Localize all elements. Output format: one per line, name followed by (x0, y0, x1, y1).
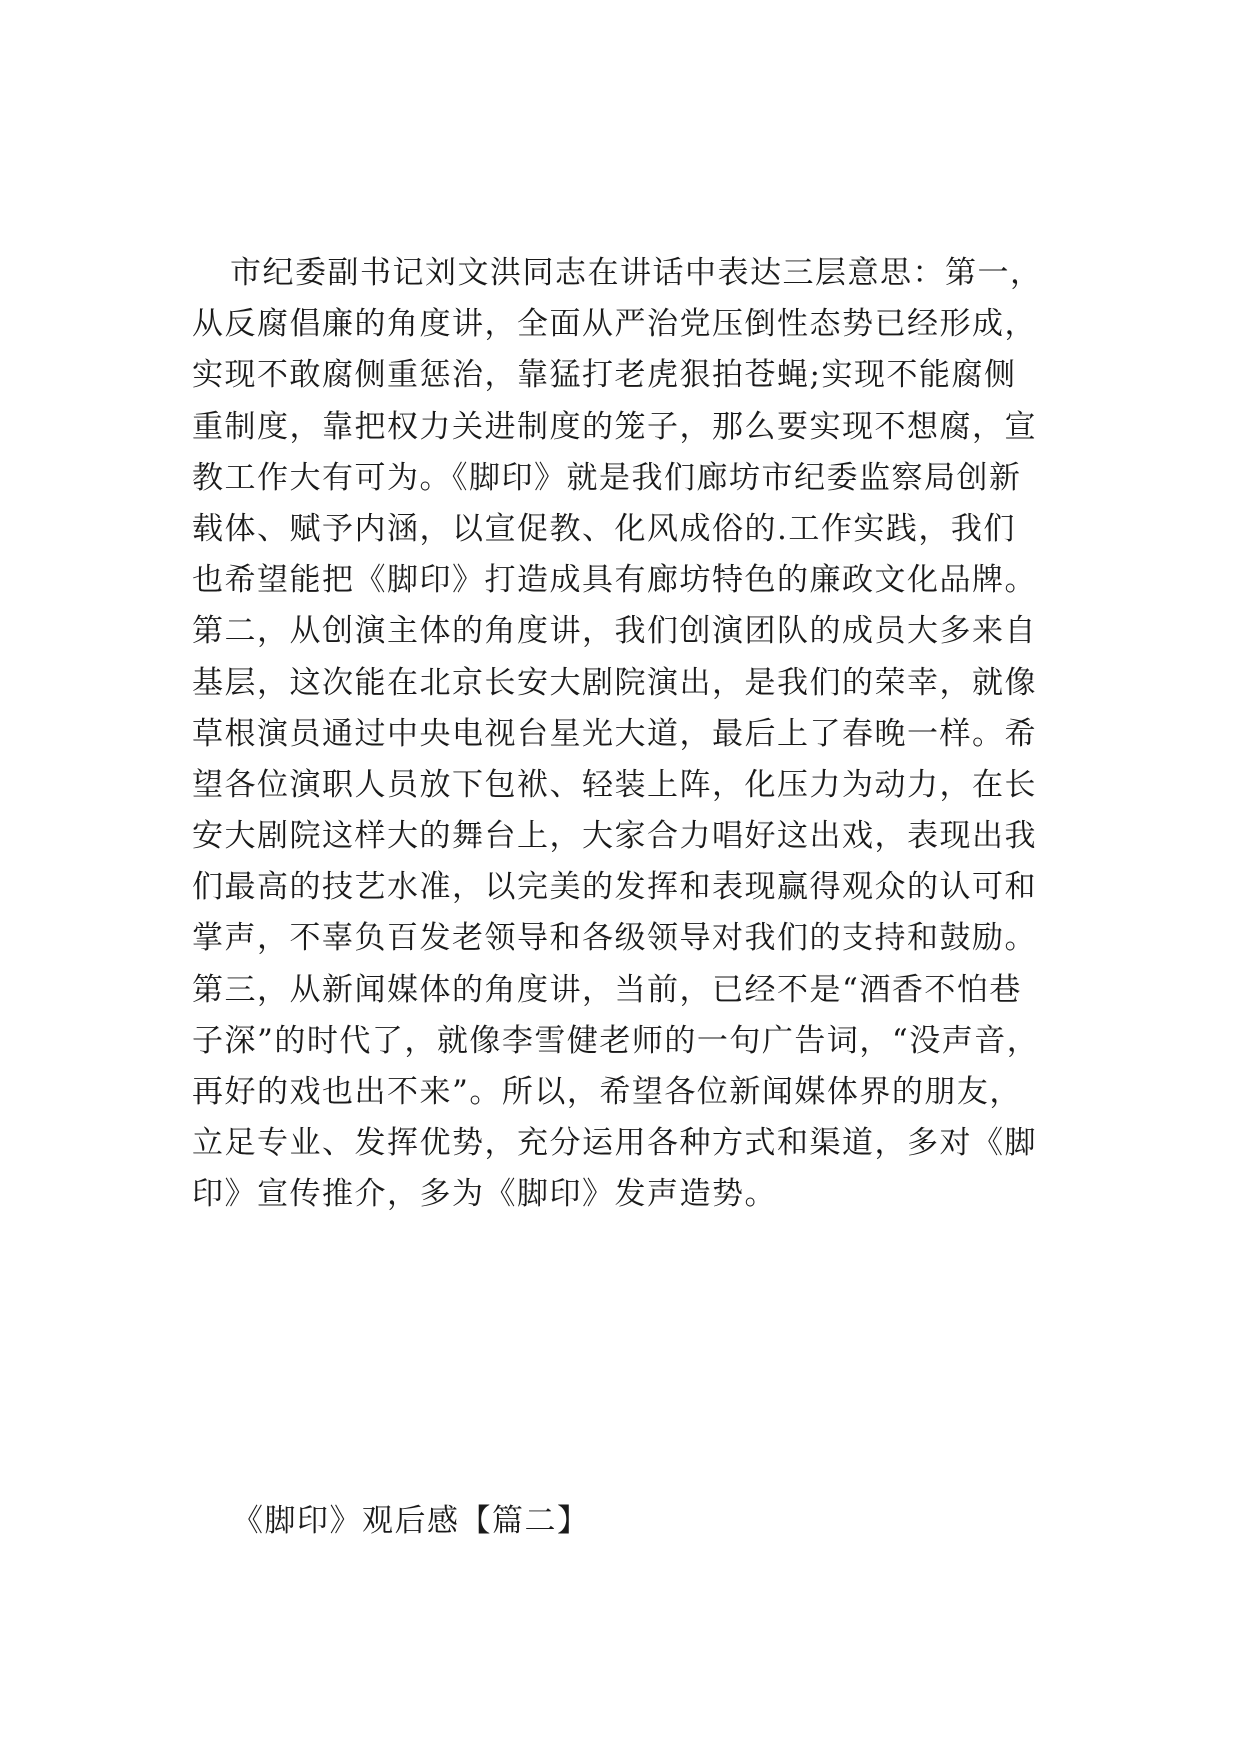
section-heading: 《脚印》观后感【篇二】 (232, 1503, 590, 1539)
paragraph-line: 印》宣传推介，多为《脚印》发声造势。 (192, 1176, 777, 1213)
paragraph-line: 第三，从新闻媒体的角度讲，当前，已经不是“酒香不怕巷 (192, 971, 1022, 1008)
paragraph-line: 安大剧院这样大的舞台上，大家合力唱好这出戏，表现出我 (192, 818, 1037, 855)
paragraph-line: 子深”的时代了，就像李雪健老师的一句广告词，“没声音， (192, 1022, 1040, 1059)
paragraph-line: 载体、赋予内涵，以宣促教、化风成俗的.工作实践，我们 (192, 510, 1016, 547)
paragraph-line: 第二，从创演主体的角度讲，我们创演团队的成员大多来自 (192, 613, 1037, 650)
paragraph-line: 们最高的技艺水准，以完美的发挥和表现赢得观众的认可和 (192, 869, 1037, 906)
paragraph-line: 重制度，靠把权力关进制度的笼子，那么要实现不想腐，宣 (192, 408, 1037, 445)
paragraph-line: 掌声，不辜负百发老领导和各级领导对我们的支持和鼓励。 (192, 920, 1037, 957)
body-paragraph (192, 248, 1072, 1221)
paragraph-line: 市纪委副书记刘文洪同志在讲话中表达三层意思：第一， (230, 255, 1043, 291)
paragraph-line: 教工作大有可为。《脚印》就是我们廊坊市纪委监察局创新 (192, 459, 1022, 496)
paragraph-line: 望各位演职人员放下包袱、轻装上阵，化压力为动力，在长 (192, 766, 1037, 803)
paragraph-line: 也希望能把《脚印》打造成具有廊坊特色的廉政文化品牌。 (192, 562, 1037, 599)
paragraph-line: 立足专业、发挥优势，充分运用各种方式和渠道，多对《脚 (192, 1125, 1037, 1162)
paragraph-line: 草根演员通过中央电视台星光大道，最后上了春晚一样。希 (192, 715, 1037, 752)
paragraph-line: 从反腐倡廉的角度讲，全面从严治党压倒性态势已经形成， (192, 306, 1037, 343)
paragraph-line: 基层，这次能在北京长安大剧院演出，是我们的荣幸，就像 (192, 664, 1037, 701)
paragraph-line: 实现不敢腐侧重惩治，靠猛打老虎狠拍苍蝇;实现不能腐侧 (192, 357, 1017, 394)
paragraph-line: 再好的戏也出不来”。所以，希望各位新闻媒体界的朋友， (192, 1074, 1022, 1110)
